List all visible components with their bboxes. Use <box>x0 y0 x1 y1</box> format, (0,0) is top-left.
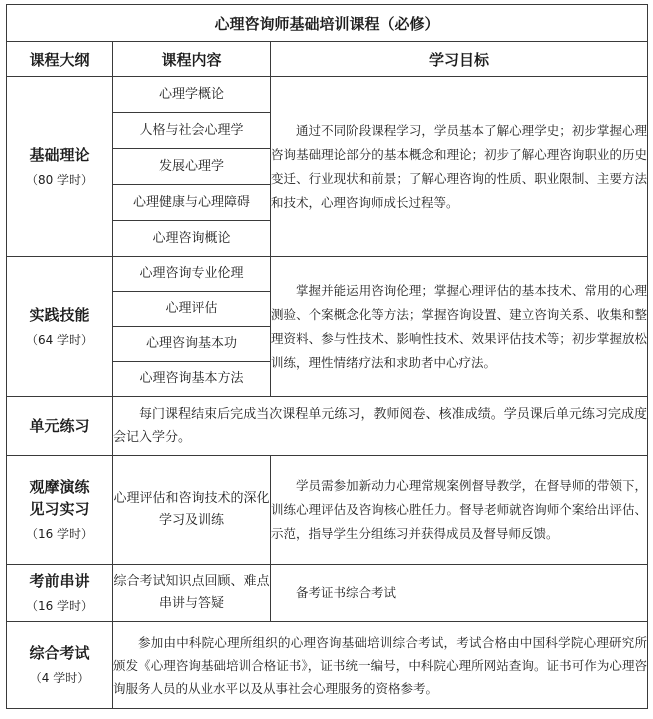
table-row <box>7 622 648 709</box>
content-item: 心理咨询基本功 <box>113 327 271 362</box>
goal-cell <box>271 565 648 622</box>
goal-cell <box>271 257 648 397</box>
outline-hours: （16 学时） <box>25 527 94 541</box>
content-item: 心理咨询概论 <box>113 221 271 257</box>
content-item: 人格与社会心理学 <box>113 113 271 149</box>
final-exam-text: 参加由中科院心理所组织的心理咨询基础培训综合考试，考试合格由中国科学院心理研究所颁发《心理咨询基础培训合格证书》，证书统一编号，中科院心理所网站查询。证书可作为心理咨询服务人员的从业水平以及从事社会心理服务的资格参考。 <box>113 634 648 696</box>
outline-title: 综合考试 <box>29 644 90 662</box>
table-row <box>7 456 648 565</box>
content-item: 心理评估 <box>113 292 271 327</box>
outline-title-2: 见习实习 <box>29 500 90 518</box>
table-row <box>7 257 648 292</box>
wide-text-cell <box>113 622 648 709</box>
header-goal: 学习目标 <box>271 42 648 77</box>
goal-text: 掌握并能运用咨询伦理；掌握心理评估的基本技术、常用的心理测验、个案概念化等方法；掌握咨询设置、建立咨询关系、收集和整理资料、参与性技术、影响性技术、效果评估技术等；初步掌握放松训练，理性情绪疗法和求助者中心疗法。 <box>271 282 648 370</box>
goal-cell <box>271 77 648 257</box>
content-item: 心理咨询专业伦理 <box>113 257 271 292</box>
content-item: 心理评估和咨询技术的深化学习及训练 <box>113 456 271 565</box>
content-item: 综合考试知识点回顾、难点串讲与答疑 <box>113 565 271 622</box>
table-title: 心理咨询师基础培训课程（必修） <box>7 5 648 42</box>
table-row <box>7 77 648 113</box>
header-content: 课程内容 <box>113 42 271 77</box>
header-row <box>7 42 648 77</box>
outline-title: 实践技能 <box>29 305 90 324</box>
outline-cell-practice-skills <box>7 257 113 397</box>
content-item: 发展心理学 <box>113 149 271 185</box>
outline-hours: （64 学时） <box>25 332 94 347</box>
title-row <box>7 5 648 42</box>
outline-hours: （4 学时） <box>29 671 90 685</box>
goal-text: 备考证书综合考试 <box>296 585 397 600</box>
outline-hours: （80 学时） <box>25 172 94 187</box>
outline-title: 考前串讲 <box>29 572 90 590</box>
outline-title: 单元练习 <box>29 417 90 435</box>
content-item: 心理健康与心理障碍 <box>113 185 271 221</box>
course-table <box>6 4 648 709</box>
outline-title: 观摩演练 <box>29 478 90 496</box>
header-outline: 课程大纲 <box>7 42 113 77</box>
outline-cell-review <box>7 565 113 622</box>
goal-text: 学员需参加新动力心理常规案例督导教学，在督导师的带领下，训练心理评估及咨询核心胜任力。督导老师就咨询师个案给出评估、示范，指导学生分组练习并获得成员及督导师反馈。 <box>271 478 648 541</box>
outline-cell-observation <box>7 456 113 565</box>
table-row <box>7 565 648 622</box>
outline-hours: （16 学时） <box>25 599 94 613</box>
goal-cell <box>271 456 648 565</box>
goal-text: 通过不同阶段课程学习，学员基本了解心理学史；初步掌握心理咨询基础理论部分的基本概念和理论；初步了解心理咨询职业的历史变迁、行业现状和前景；了解心理咨询的性质、职业限制、主要方法和技术，心理咨询师成长过程等。 <box>271 122 648 210</box>
table-row <box>7 397 648 456</box>
content-item: 心理咨询基本方法 <box>113 362 271 397</box>
outline-title: 基础理论 <box>29 145 90 164</box>
unit-practice-text: 每门课程结束后完成当次课程单元练习，教师阅卷、核准成绩。学员课后单元练习完成度会记入学分。 <box>113 407 648 445</box>
content-item: 心理学概论 <box>113 77 271 113</box>
outline-cell-final-exam <box>7 622 113 709</box>
wide-text-cell <box>113 397 648 456</box>
outline-cell-unit-practice <box>7 397 113 456</box>
outline-cell-basic-theory <box>7 77 113 257</box>
